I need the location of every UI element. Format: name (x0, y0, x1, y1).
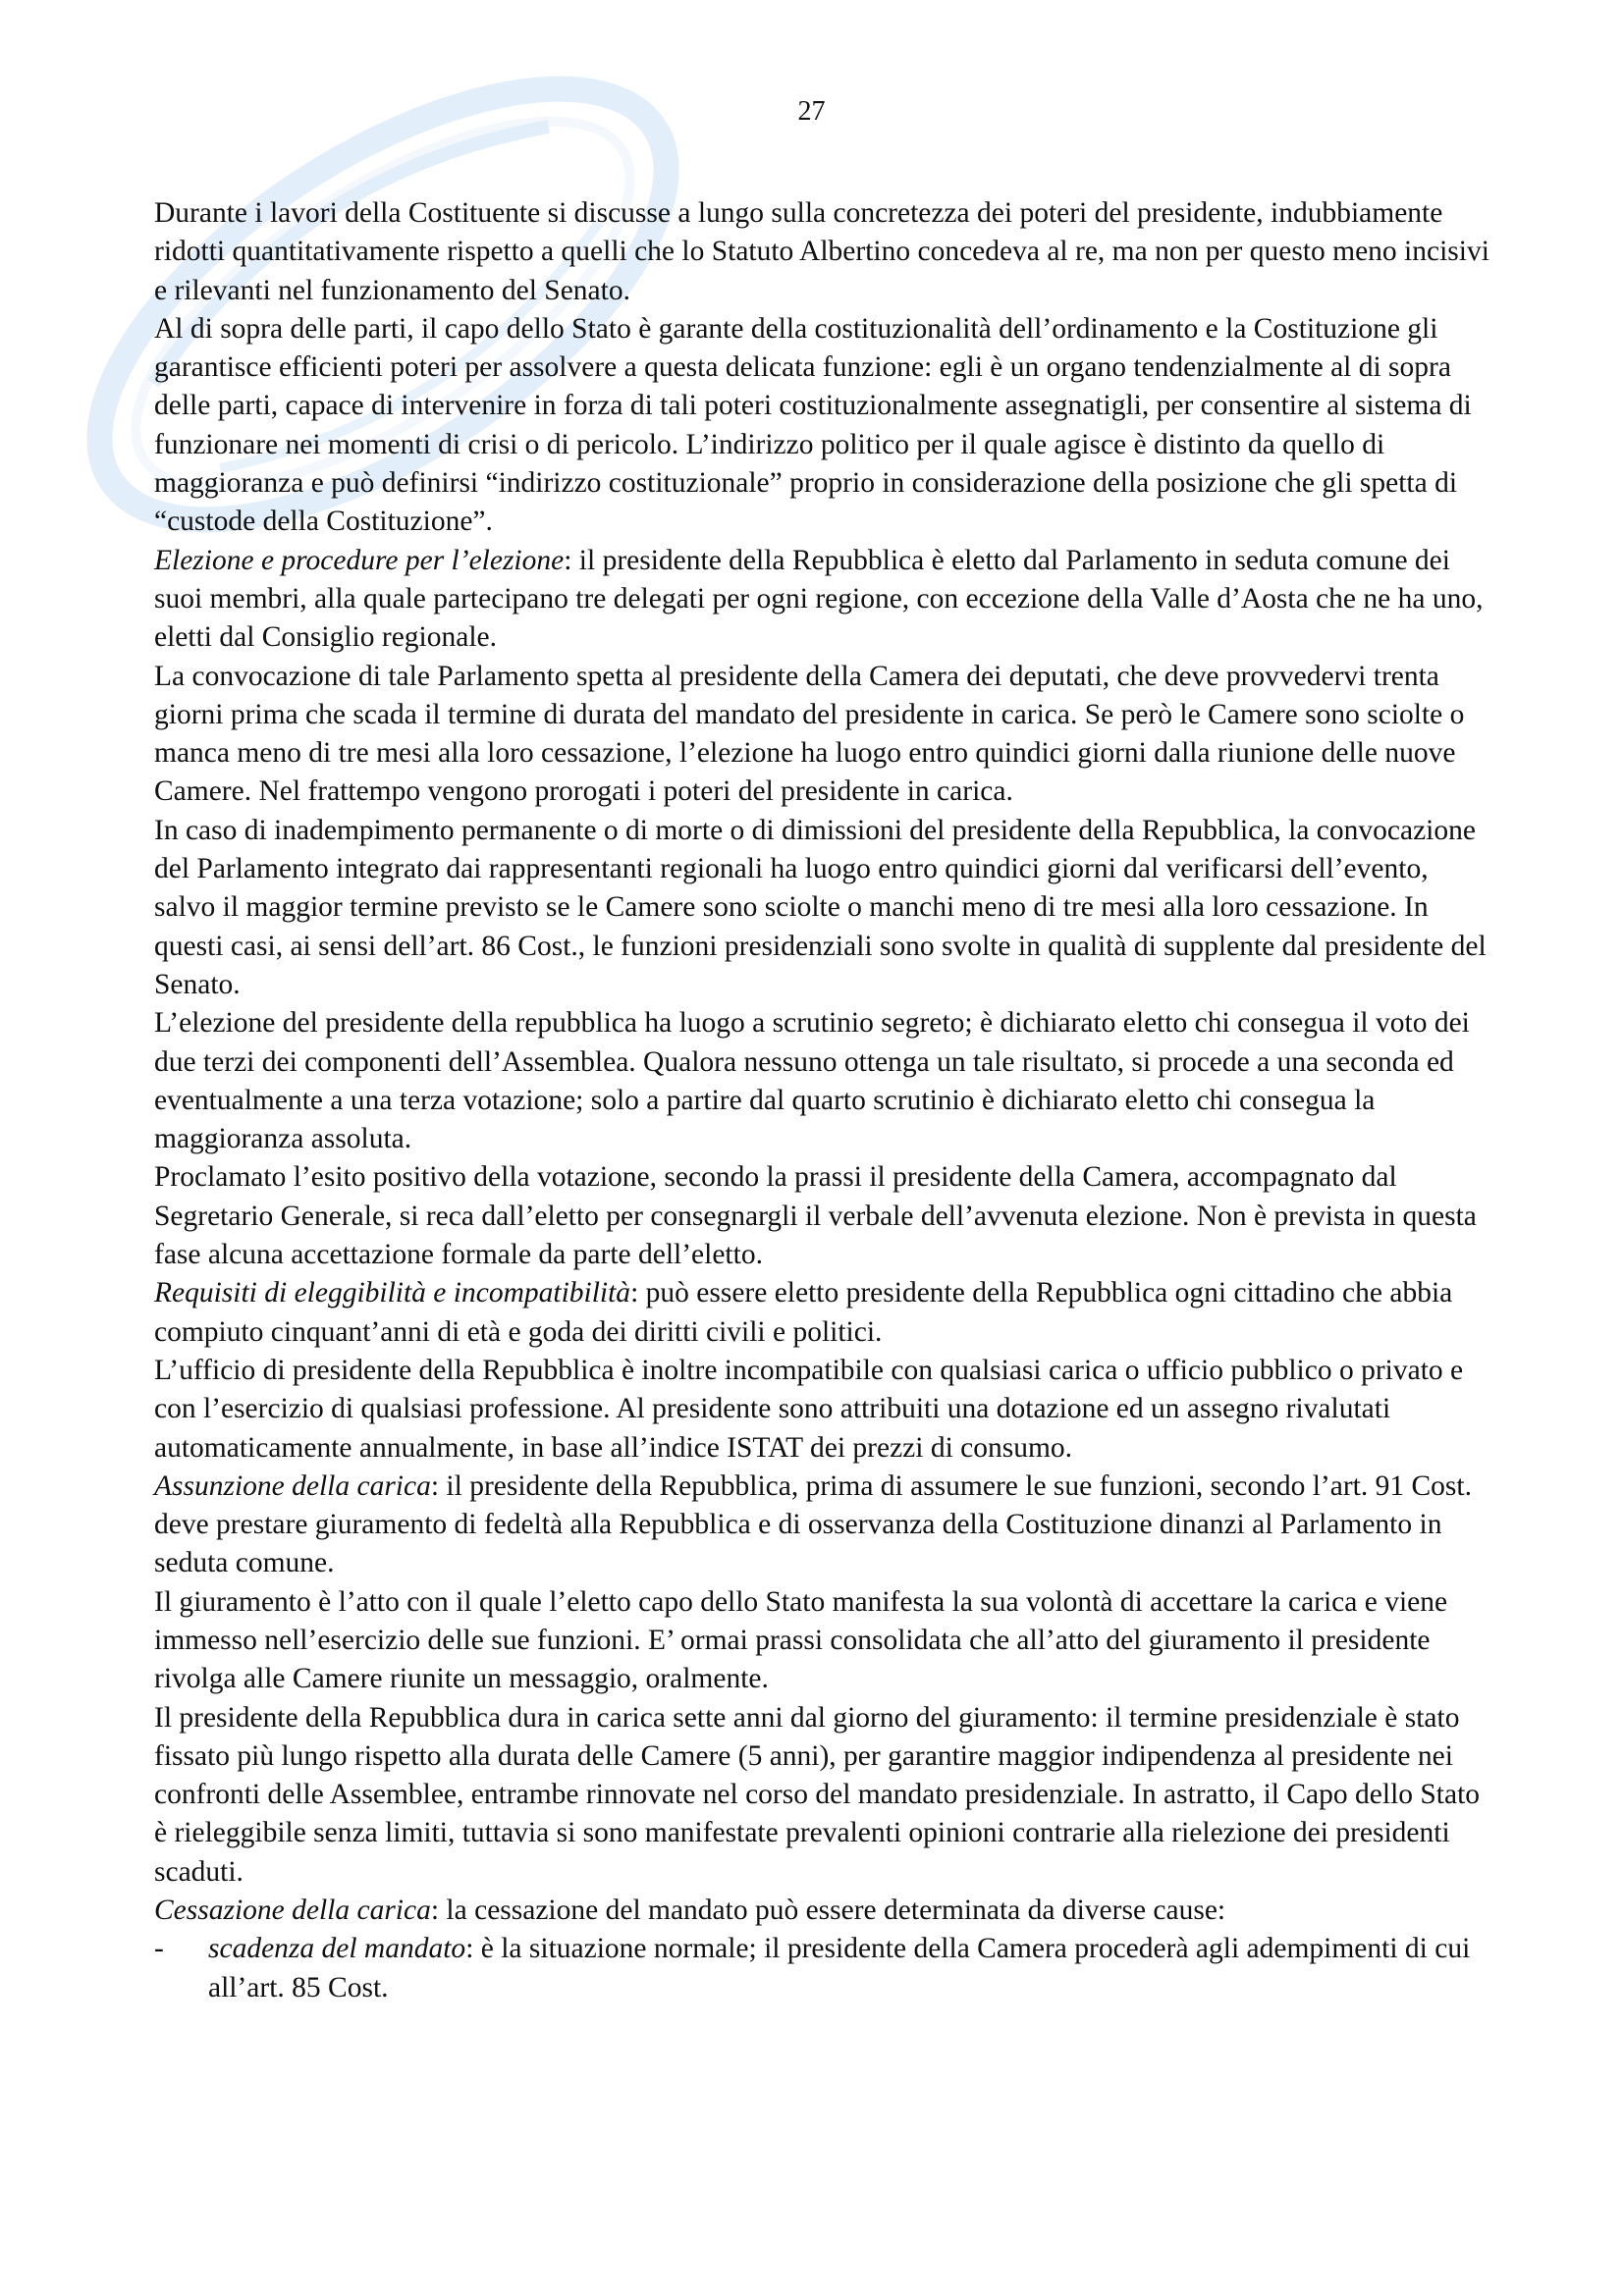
paragraph-text: : può essere eletto presidente della Repubblica ogni cittadino che abbia compiuto cinquant’anni di età e goda dei diritti civili e politici. (154, 1277, 1453, 1348)
paragraph: Il presidente della Repubblica dura in carica sette anni dal giorno del giuramento: il termine presidenziale è stato fissato più lungo rispetto alla durata delle Camere (5 anni), per garantire maggior indipendenza al presidente nei confronti delle Assemblee, entrambe rinnovate nel corso del mandato presidenziale. In astratto, il Capo dello Stato è rieleggibile senza limiti, tuttavia si sono manifestate prevalenti opinioni contrarie alla rielezione dei presidenti scaduti. (154, 1701, 1481, 1888)
paragraph: Durante i lavori della Costituente si discusse a lungo sulla concretezza dei poteri del presidente, indubbiamente ridotti quantitativamente rispetto a quelli che lo Statuto Albertino concedeva al re, ma non per questo meno incisivi e rilevanti nel funzionamento del Senato. (154, 197, 1489, 306)
paragraph (154, 542, 1489, 658)
document-body (154, 194, 1489, 2007)
paragraph (154, 1468, 1489, 1583)
list-item (154, 1930, 1489, 2007)
paragraph: Il giuramento è l’atto con il quale l’eletto capo dello Stato manifesta la sua volontà di accettare la carica e viene immesso nell’esercizio delle sue funzioni. E’ ormai prassi consolidata che all’atto del giuramento il presidente rivolga alle Camere riunite un messaggio, oralmente. (154, 1585, 1448, 1695)
section-heading: Elezione e procedure per l’elezione (154, 544, 565, 576)
paragraph-text: : il presidente della Repubblica, prima di assumere le sue funzioni, secondo l’art. 91 Cost. deve prestare giuramento di fedeltà alla Repubblica e di osservanza della Costituzione dinanzi al Parlamento in seduta comune. (154, 1469, 1472, 1579)
paragraph: La convocazione di tale Parlamento spetta al presidente della Camera dei deputati, che deve provvedervi trenta giorni prima che scada il termine di durata del mandato del presidente in carica. Se però le Camere sono sciolte o manca meno di tre mesi alla loro cessazione, l’elezione ha luogo entro quindici giorni dalla riunione delle nuove Camere. Nel frattempo vengono prorogati i poteri del presidente in carica. (154, 660, 1465, 808)
section-heading: Requisiti di eleggibilità e incompatibilità (154, 1277, 631, 1309)
paragraph-text: : il presidente della Repubblica è eletto dal Parlamento in seduta comune dei suoi membri, alla quale partecipano tre delegati per ogni regione, con eccezione della Valle d’Aosta che ne ha uno, eletti dal Consiglio regionale. (154, 544, 1484, 654)
paragraph (154, 1274, 1489, 1352)
page-number: 27 (797, 96, 826, 127)
list-item-body (208, 1930, 1489, 2007)
section-heading: Assunzione della carica (154, 1469, 431, 1502)
paragraph: L’ufficio di presidente della Repubblica è inoltre incompatibile con qualsiasi carica o ufficio pubblico o privato e con l’esercizio di qualsiasi professione. Al presidente sono attribuiti una dotazione ed un assegno rivalutati automaticamente annualmente, in base all’indice ISTAT dei prezzi di consumo. (154, 1354, 1464, 1464)
paragraph: Proclamato l’esito positivo della votazione, secondo la prassi il presidente della Camera, accompagnato dal Segretario Generale, si reca dall’eletto per consegnargli il verbale dell’avvenuta elezione. Non è prevista in questa fase alcuna accettazione formale da parte dell’eletto. (154, 1161, 1477, 1271)
list-item-heading: scadenza del mandato (208, 1933, 466, 1965)
section-heading: Cessazione della carica (154, 1895, 431, 1927)
list-bullet: - (154, 1933, 164, 1965)
list-item-text: : è la situazione normale; il presidente della Camera procederà agli adempimenti di cui all’art. 85 Cost. (208, 1933, 1471, 2003)
paragraph-text: : la cessazione del mandato può essere determinata da diverse cause: (430, 1895, 1226, 1927)
paragraph: In caso di inadempimento permanente o di morte o di dimissioni del presidente della Repubblica, la convocazione del Parlamento integrato dai rappresentanti regionali ha luogo entro quindici giorni dal verificarsi dell’evento, salvo il maggior termine previsto se le Camere sono sciolte o manchi meno di tre mesi alla loro cessazione. In questi casi, ai sensi dell’art. 86 Cost., le funzioni presidenziali sono svolte in qualità di supplente dal presidente del Senato. (154, 814, 1487, 1000)
paragraph: Al di sopra delle parti, il capo dello Stato è garante della costituzionalità dell’ordinamento e la Costituzione gli garantisce efficienti poteri per assolvere a questa delicata funzione: egli è un organo tendenzialmente al di sopra delle parti, capace di intervenire in forza di tali poteri costituzionalmente assegnatigli, per consentire al sistema di funzionare nei momenti di crisi o di pericolo. L’indirizzo politico per il quale agisce è distinto da quello di maggioranza e può definirsi “indirizzo costituzionale” proprio in considerazione della posizione che gli spetta di “custode della Costituzione”. (154, 312, 1472, 538)
paragraph (154, 1892, 1489, 1930)
paragraph: L’elezione del presidente della repubblica ha luogo a scrutinio segreto; è dichiarato eletto chi consegua il voto dei due terzi dei componenti dell’Assemblea. Qualora nessuno ottenga un tale risultato, si procede a una seconda ed eventualmente a una terza votazione; solo a partire dal quarto scrutinio è dichiarato eletto chi consegua la maggioranza assoluta. (154, 1007, 1470, 1155)
